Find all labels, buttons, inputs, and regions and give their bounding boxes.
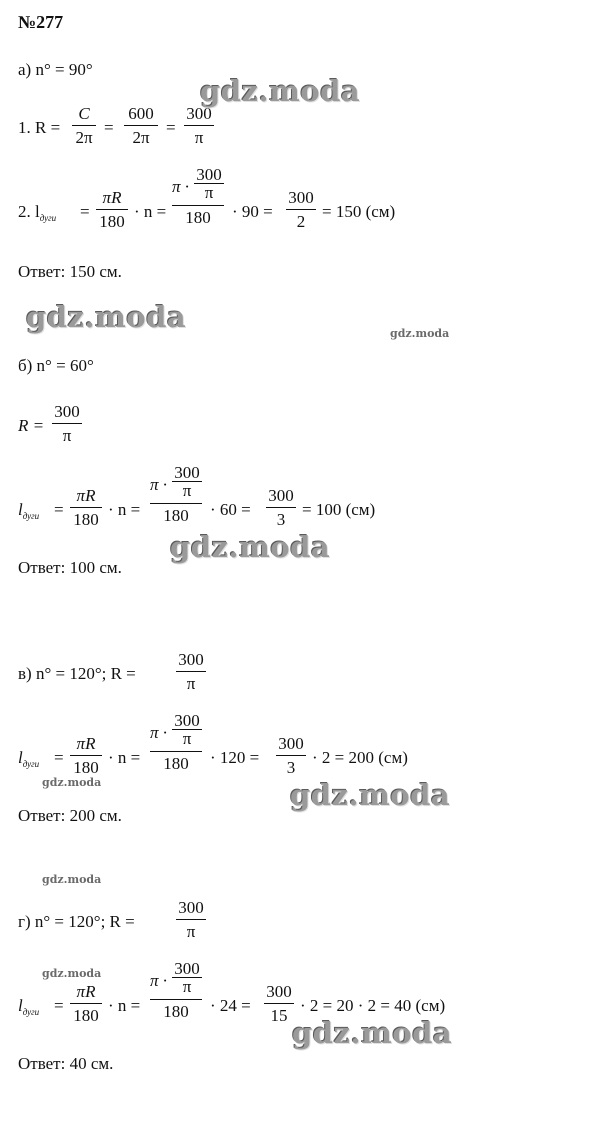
problem-number: №277 [18,12,64,32]
part-v-frac-piR-180 [70,734,102,778]
inner-numerator: 300 [174,463,200,482]
equals: = [54,500,64,519]
denominator: 180 [163,1002,189,1021]
part-b-r-prefix: R = [18,416,45,435]
numerator: 300 [178,650,204,669]
part-a-header: а) n° = 90° [18,60,93,79]
part-b-header: б) n° = 60° [18,356,94,375]
part-g-result: · 2 = 20 · 2 = 40 (см) [300,996,446,1015]
inner-numerator: 300 [196,165,222,184]
part-b-result: = 100 (см) [302,500,376,519]
inner-denominator: π [172,481,202,499]
part-b-frac-300-3 [266,486,296,530]
l-symbol: 2. l [18,202,40,221]
times-24: · 24 = [210,996,251,1015]
pi-times: π · [150,475,168,494]
times-n: · n = [134,202,167,221]
watermark: gdz.moda [170,530,331,564]
denominator: 2 [296,212,306,231]
denominator: π [186,674,196,693]
times-n: · n = [108,996,141,1015]
numerator: 300 [178,898,204,917]
pi-times: π · [150,971,168,990]
denominator: 3 [286,758,296,777]
denominator: π [186,922,196,941]
denominator: 3 [276,510,286,529]
numerator: 300 [288,188,314,207]
part-v-frac-300-pi [176,650,206,694]
l-symbol: l [18,500,23,519]
part-v-answer: Ответ: 200 см. [18,806,122,825]
part-g-header: г) n° = 120°; R = [18,912,135,931]
part-b-frac-piR-180 [70,486,102,530]
part-a-frac-300-2 [286,188,316,232]
part-a-frac-300-pi [184,104,214,148]
part-a-step1-prefix: 1. R = [18,118,61,137]
part-a-result: = 150 (см) [322,202,396,221]
equals: = [54,996,64,1015]
watermark: gdz.moda [290,778,451,812]
subscript: дуги [39,213,57,223]
numerator: πR [76,486,96,505]
watermark: gdz.moda [42,967,102,980]
numerator: 600 [128,104,154,123]
inner-denominator: π [194,183,224,201]
l-symbol: l [18,996,23,1015]
numerator: 300 [186,104,212,123]
denominator: π [62,426,72,445]
numerator: 300 [266,982,292,1001]
denominator: 180 [163,506,189,525]
pi-times: π · [172,177,190,196]
numerator: 300 [278,734,304,753]
equals: = [104,118,114,137]
denominator: 180 [185,208,211,227]
numerator: 300 [54,402,80,421]
watermark: gdz.moda [26,300,187,334]
pi-times: π · [150,723,168,742]
numerator: πR [102,188,122,207]
part-a-step2-prefix [18,202,56,223]
times-n: · n = [108,748,141,767]
denominator: 180 [99,212,125,231]
denominator: 180 [73,758,99,777]
part-g-l-prefix [18,996,39,1017]
part-g-frac-300-pi [176,898,206,942]
part-v-nested-fraction [150,712,202,774]
part-b-frac-300-pi [52,402,82,446]
denominator: π [194,128,204,147]
times-60: · 60 = [210,500,251,519]
part-b-answer: Ответ: 100 см. [18,558,122,577]
times-120: · 120 = [210,748,260,767]
l-symbol: l [18,748,23,767]
part-a-answer: Ответ: 150 см. [18,262,122,281]
numerator: C [78,104,90,123]
part-a-frac-600-2pi [124,104,158,148]
denominator: 180 [73,1006,99,1025]
part-b-nested-fraction [150,464,202,526]
part-a-frac-c-2pi [72,104,96,148]
times-90: · 90 = [232,202,273,221]
denominator: 180 [73,510,99,529]
equals: = [166,118,176,137]
part-v-result: · 2 = 200 (см) [312,748,408,767]
inner-numerator: 300 [174,959,200,978]
watermark: gdz.moda [390,327,450,340]
inner-numerator: 300 [174,711,200,730]
denominator: 180 [163,754,189,773]
subscript: дуги [22,759,40,769]
subscript: дуги [22,511,40,521]
subscript: дуги [22,1007,40,1017]
times-n: · n = [108,500,141,519]
part-v-l-prefix [18,748,39,769]
part-a-nested-fraction [172,166,224,228]
equals: = [54,748,64,767]
part-v-header: в) n° = 120°; R = [18,664,136,683]
watermark: gdz.moda [42,776,102,789]
inner-denominator: π [172,977,202,995]
watermark: gdz.moda [292,1016,453,1050]
inner-denominator: π [172,729,202,747]
part-g-nested-fraction [150,960,202,1022]
denominator: 15 [270,1006,288,1025]
part-g-answer: Ответ: 40 см. [18,1054,114,1073]
part-g-frac-300-15 [264,982,294,1026]
numerator: 300 [268,486,294,505]
part-a-frac-piR-180 [96,188,128,232]
numerator: πR [76,982,96,1001]
equals: = [80,202,90,221]
watermark: gdz.moda [200,74,361,108]
part-b-l-prefix [18,500,39,521]
watermark: gdz.moda [42,873,102,886]
denominator: 2π [75,128,93,147]
numerator: πR [76,734,96,753]
part-g-frac-piR-180 [70,982,102,1026]
denominator: 2π [132,128,150,147]
part-v-frac-300-3 [276,734,306,778]
